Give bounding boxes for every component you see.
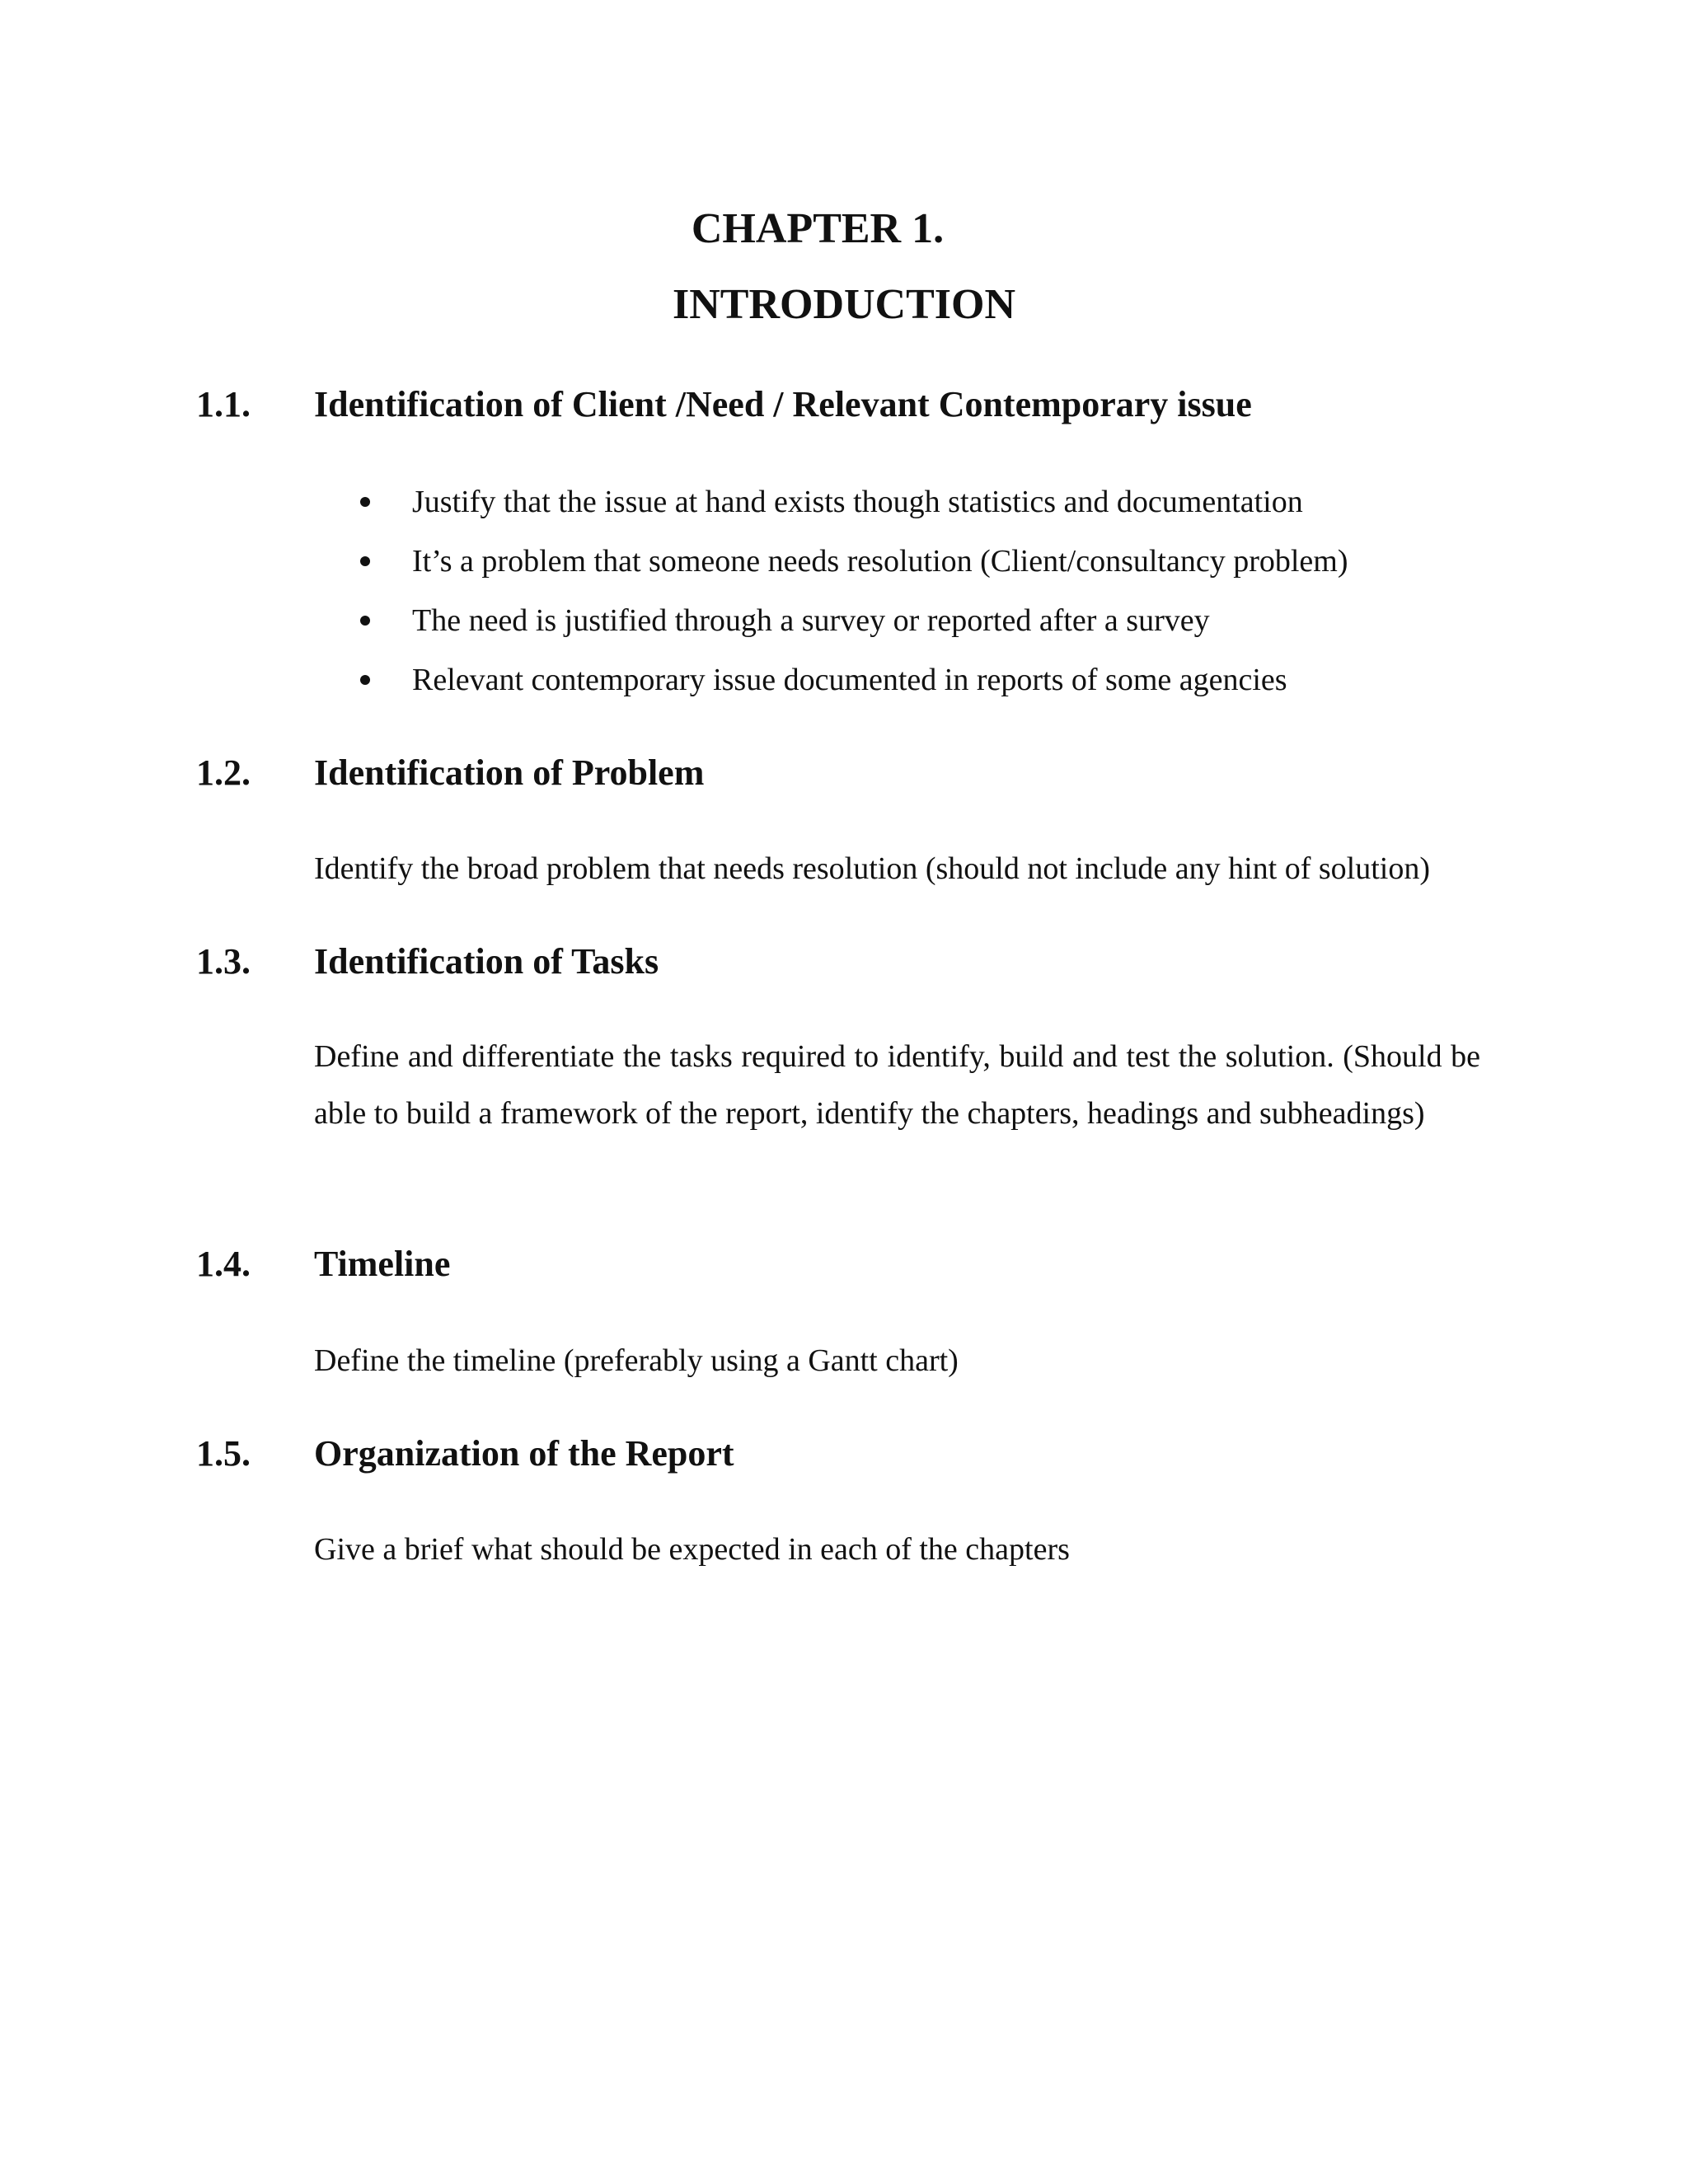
section-title: Identification of Client /Need / Relevant Contemporary issue (314, 384, 1252, 424)
bullet-icon (360, 675, 370, 685)
section-number: 1.3. (196, 941, 251, 982)
bullet-icon (360, 497, 370, 507)
section-number: 1.1. (196, 384, 251, 424)
section-title: Identification of Tasks (314, 941, 659, 982)
chapter-number: CHAPTER 1. (691, 205, 945, 252)
section-number: 1.2. (196, 752, 251, 793)
bullet-text: Justify that the issue at hand exists though statistics and documentation (412, 485, 1303, 519)
section-number: 1.5. (196, 1433, 251, 1474)
bullet-icon (360, 616, 370, 626)
bullet-text: It’s a problem that someone needs resolution (Client/consultancy problem) (412, 544, 1348, 579)
bullet-text: The need is justified through a survey or reported after a survey (412, 603, 1210, 638)
section-title: Identification of Problem (314, 752, 705, 793)
section-1-4-text: Define the timeline (preferably using a Gantt chart) (314, 1343, 959, 1378)
section-title: Organization of the Report (314, 1433, 734, 1474)
section-1-5-text: Give a brief what should be expected in each of the chapters (314, 1532, 1070, 1567)
section-title: Timeline (314, 1244, 451, 1284)
bullet-icon (360, 556, 370, 566)
chapter-heading (0, 191, 1688, 343)
bullet-text: Relevant contemporary issue documented in reports of some agencies (412, 663, 1287, 697)
chapter-title: INTRODUCTION (672, 281, 1016, 328)
section-number: 1.4. (196, 1244, 251, 1284)
section-1-2-text: Identify the broad problem that needs resolution (should not include any hint of solution) (314, 851, 1431, 886)
section-1-3-text: Define and differentiate the tasks required to identify, build and test the solution. (Should be able to build a framework of the report, identify the chapters, headings and subheadings) (314, 1039, 1480, 1131)
